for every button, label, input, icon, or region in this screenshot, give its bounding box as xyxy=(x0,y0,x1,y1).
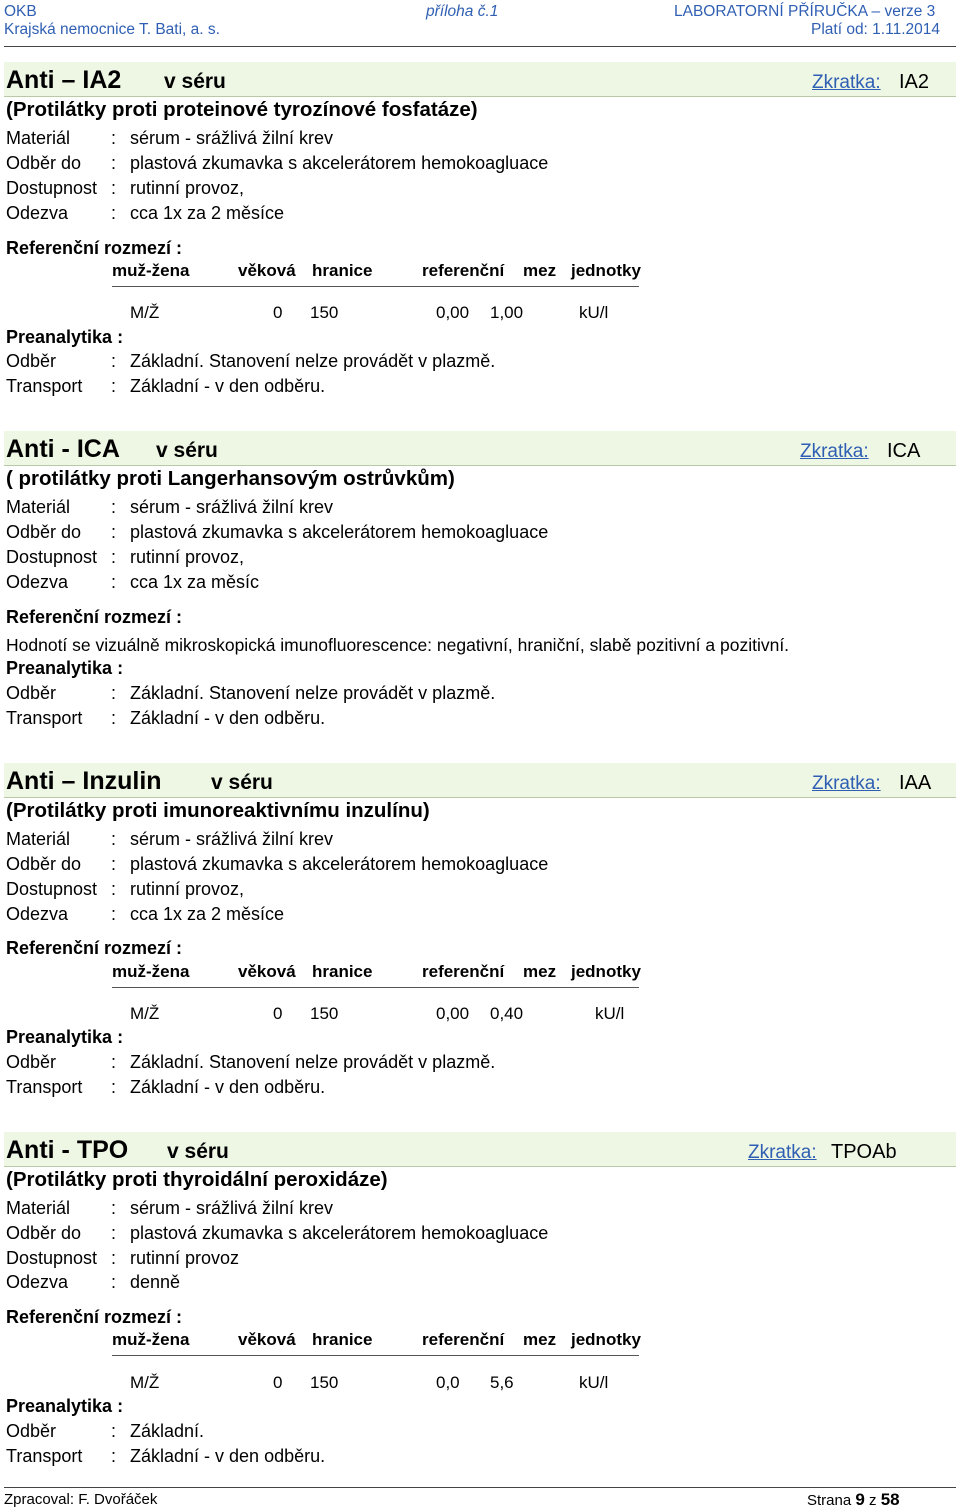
test-subtitle: (Protilátky proti imunoreaktivnímu inzulínu) xyxy=(6,799,430,822)
ref-age-to: 150 xyxy=(310,303,339,322)
ref-high: 1,00 xyxy=(490,303,524,322)
availability-value: rutinní provoz, xyxy=(130,879,245,899)
transport-label: Transport xyxy=(6,708,83,728)
material-label: Materiál xyxy=(6,497,71,517)
availability-value: rutinní provoz, xyxy=(130,178,245,198)
page-total: 58 xyxy=(880,1490,900,1509)
colon: : xyxy=(111,351,117,371)
availability-label: Dostupnost xyxy=(6,1248,98,1268)
material-label: Materiál xyxy=(6,1198,71,1218)
sample-type: v séru xyxy=(211,771,273,794)
abbreviation-label: Zkratka: xyxy=(812,773,881,794)
author-name: F. Dvořáček xyxy=(78,1491,158,1508)
sample-type: v séru xyxy=(167,1140,229,1163)
ref-sex: M/Ž xyxy=(130,303,160,322)
test-subtitle: (Protilátky proti thyroidální peroxidáze) xyxy=(6,1168,388,1191)
col-sex: muž-žena xyxy=(112,261,190,280)
availability-value: rutinní provoz xyxy=(130,1248,240,1268)
colon: : xyxy=(111,128,117,148)
abbreviation: IAA xyxy=(899,772,932,794)
abbreviation: ICA xyxy=(887,440,921,462)
test-title: Anti - TPO xyxy=(6,1136,129,1164)
reference-table-rule xyxy=(112,1355,639,1356)
col-limit: mez xyxy=(523,1330,557,1349)
abbreviation-label: Zkratka: xyxy=(800,441,869,462)
colon: : xyxy=(111,572,117,592)
sample-type: v séru xyxy=(156,439,218,462)
header-hospital: Krajská nemocnice T. Bati, a. s. xyxy=(4,21,220,38)
col-range: hranice xyxy=(312,962,373,981)
col-sex: muž-žena xyxy=(112,962,190,981)
footer-divider xyxy=(4,1487,956,1488)
availability-value: rutinní provoz, xyxy=(130,547,245,567)
col-range: hranice xyxy=(312,261,373,280)
ref-unit: kU/l xyxy=(579,303,609,322)
col-age: věková xyxy=(238,962,296,981)
collection-value: Základní. xyxy=(130,1421,205,1441)
container-value: plastová zkumavka s akcelerátorem hemokoagluace xyxy=(130,854,549,874)
collection-label: Odběr xyxy=(6,1421,57,1441)
preanalytics-heading: Preanalytika : xyxy=(6,327,124,347)
header-title: LABORATORNÍ PŘÍRUČKA – verze 3 xyxy=(674,3,936,20)
footer-author xyxy=(4,1491,157,1509)
availability-label: Dostupnost xyxy=(6,879,98,899)
material-label: Materiál xyxy=(6,829,71,849)
collection-value: Základní. Stanovení nelze provádět v plazmě. xyxy=(130,683,496,703)
colon: : xyxy=(111,854,117,874)
colon: : xyxy=(111,708,117,728)
ref-age-to: 150 xyxy=(310,1004,339,1023)
response-label: Odezva xyxy=(6,203,69,223)
reference-heading: Referenční rozmezí : xyxy=(6,1307,183,1327)
container-value: plastová zkumavka s akcelerátorem hemokoagluace xyxy=(130,522,549,542)
colon: : xyxy=(111,1421,117,1441)
header-divider xyxy=(4,46,956,47)
colon: : xyxy=(111,1248,117,1268)
transport-value: Základní - v den odběru. xyxy=(130,1446,326,1466)
response-value: cca 1x za 2 měsíce xyxy=(130,904,285,924)
col-ref: referenční xyxy=(422,962,505,981)
author-label: Zpracoval: xyxy=(4,1491,75,1508)
col-unit: jednotky xyxy=(571,1330,641,1349)
material-value: sérum - srážlivá žilní krev xyxy=(130,829,334,849)
container-value: plastová zkumavka s akcelerátorem hemokoagluace xyxy=(130,1223,549,1243)
colon: : xyxy=(111,879,117,899)
col-unit: jednotky xyxy=(571,962,641,981)
colon: : xyxy=(111,547,117,567)
reference-table-rule xyxy=(112,286,639,287)
colon: : xyxy=(111,1198,117,1218)
abbreviation: TPOAb xyxy=(831,1141,897,1163)
header-org: OKB xyxy=(4,3,37,20)
transport-value: Základní - v den odběru. xyxy=(130,708,326,728)
col-age: věková xyxy=(238,1330,296,1349)
collection-label: Odběr xyxy=(6,351,57,371)
ref-low: 0,0 xyxy=(436,1373,460,1392)
availability-label: Dostupnost xyxy=(6,547,98,567)
test-subtitle: ( protilátky proti Langerhansovým ostrůvkům) xyxy=(6,467,455,490)
col-limit: mez xyxy=(523,261,557,280)
header-valid: Platí od: 1.11.2014 xyxy=(811,21,940,38)
material-label: Materiál xyxy=(6,128,71,148)
ref-sex: M/Ž xyxy=(130,1373,160,1392)
response-label: Odezva xyxy=(6,1272,69,1292)
ref-sex: M/Ž xyxy=(130,1004,160,1023)
colon: : xyxy=(111,178,117,198)
col-age: věková xyxy=(238,261,296,280)
page-number: 9 xyxy=(855,1490,865,1509)
container-value: plastová zkumavka s akcelerátorem hemokoagluace xyxy=(130,153,549,173)
reference-table-rule xyxy=(112,987,639,988)
header-attachment: příloha č.1 xyxy=(426,3,499,20)
colon: : xyxy=(111,829,117,849)
test-title: Anti - ICA xyxy=(6,435,120,463)
colon: : xyxy=(111,203,117,223)
material-value: sérum - srážlivá žilní krev xyxy=(130,1198,334,1218)
ref-age-from: 0 xyxy=(273,1004,283,1023)
availability-label: Dostupnost xyxy=(6,178,98,198)
colon: : xyxy=(111,1223,117,1243)
transport-value: Základní - v den odběru. xyxy=(130,1077,326,1097)
test-subtitle: (Protilátky proti proteinové tyrozínové fosfatáze) xyxy=(6,98,478,121)
col-ref: referenční xyxy=(422,1330,505,1349)
transport-label: Transport xyxy=(6,376,83,396)
material-value: sérum - srážlivá žilní krev xyxy=(130,497,334,517)
container-label: Odběr do xyxy=(6,1223,82,1243)
abbreviation-label: Zkratka: xyxy=(748,1142,817,1163)
abbreviation-label: Zkratka: xyxy=(812,72,881,93)
ref-age-from: 0 xyxy=(273,1373,283,1392)
colon: : xyxy=(111,1272,117,1292)
col-sex: muž-žena xyxy=(112,1330,190,1349)
footer-pagination xyxy=(807,1491,900,1510)
ref-age-from: 0 xyxy=(273,303,283,322)
col-range: hranice xyxy=(312,1330,373,1349)
response-value: denně xyxy=(130,1272,181,1292)
colon: : xyxy=(111,497,117,517)
reference-heading: Referenční rozmezí : xyxy=(6,238,183,258)
colon: : xyxy=(111,683,117,703)
preanalytics-heading: Preanalytika : xyxy=(6,658,124,678)
colon: : xyxy=(111,1446,117,1466)
transport-label: Transport xyxy=(6,1077,83,1097)
colon: : xyxy=(111,153,117,173)
collection-value: Základní. Stanovení nelze provádět v plazmě. xyxy=(130,351,496,371)
transport-value: Základní - v den odběru. xyxy=(130,376,326,396)
container-label: Odběr do xyxy=(6,153,82,173)
response-label: Odezva xyxy=(6,904,69,924)
abbreviation: IA2 xyxy=(899,71,930,93)
colon: : xyxy=(111,1052,117,1072)
ref-low: 0,00 xyxy=(436,303,470,322)
colon: : xyxy=(111,904,117,924)
page-label: Strana xyxy=(807,1492,852,1509)
ref-high: 5,6 xyxy=(490,1373,514,1392)
col-limit: mez xyxy=(523,962,557,981)
preanalytics-heading: Preanalytika : xyxy=(6,1396,124,1416)
ref-unit: kU/l xyxy=(579,1373,609,1392)
response-label: Odezva xyxy=(6,572,69,592)
ref-unit: kU/l xyxy=(595,1004,625,1023)
reference-heading: Referenční rozmezí : xyxy=(6,607,183,627)
sample-type: v séru xyxy=(164,70,226,93)
ref-low: 0,00 xyxy=(436,1004,470,1023)
container-label: Odběr do xyxy=(6,522,82,542)
material-value: sérum - srážlivá žilní krev xyxy=(130,128,334,148)
container-label: Odběr do xyxy=(6,854,82,874)
col-ref: referenční xyxy=(422,261,505,280)
transport-label: Transport xyxy=(6,1446,83,1466)
collection-label: Odběr xyxy=(6,1052,57,1072)
test-title: Anti – IA2 xyxy=(6,66,122,94)
colon: : xyxy=(111,1077,117,1097)
reference-note: Hodnotí se vizuálně mikroskopická imunofluorescence: negativní, hraniční, slabě pozitivní a pozitivní. xyxy=(6,635,790,655)
colon: : xyxy=(111,376,117,396)
reference-heading: Referenční rozmezí : xyxy=(6,938,183,958)
response-value: cca 1x za 2 měsíce xyxy=(130,203,285,223)
collection-value: Základní. Stanovení nelze provádět v plazmě. xyxy=(130,1052,496,1072)
collection-label: Odběr xyxy=(6,683,57,703)
ref-age-to: 150 xyxy=(310,1373,339,1392)
colon: : xyxy=(111,522,117,542)
test-title: Anti – Inzulin xyxy=(6,767,162,795)
response-value: cca 1x za měsíc xyxy=(130,572,260,592)
preanalytics-heading: Preanalytika : xyxy=(6,1027,124,1047)
col-unit: jednotky xyxy=(571,261,641,280)
page-of-label: z xyxy=(869,1492,877,1509)
ref-high: 0,40 xyxy=(490,1004,524,1023)
